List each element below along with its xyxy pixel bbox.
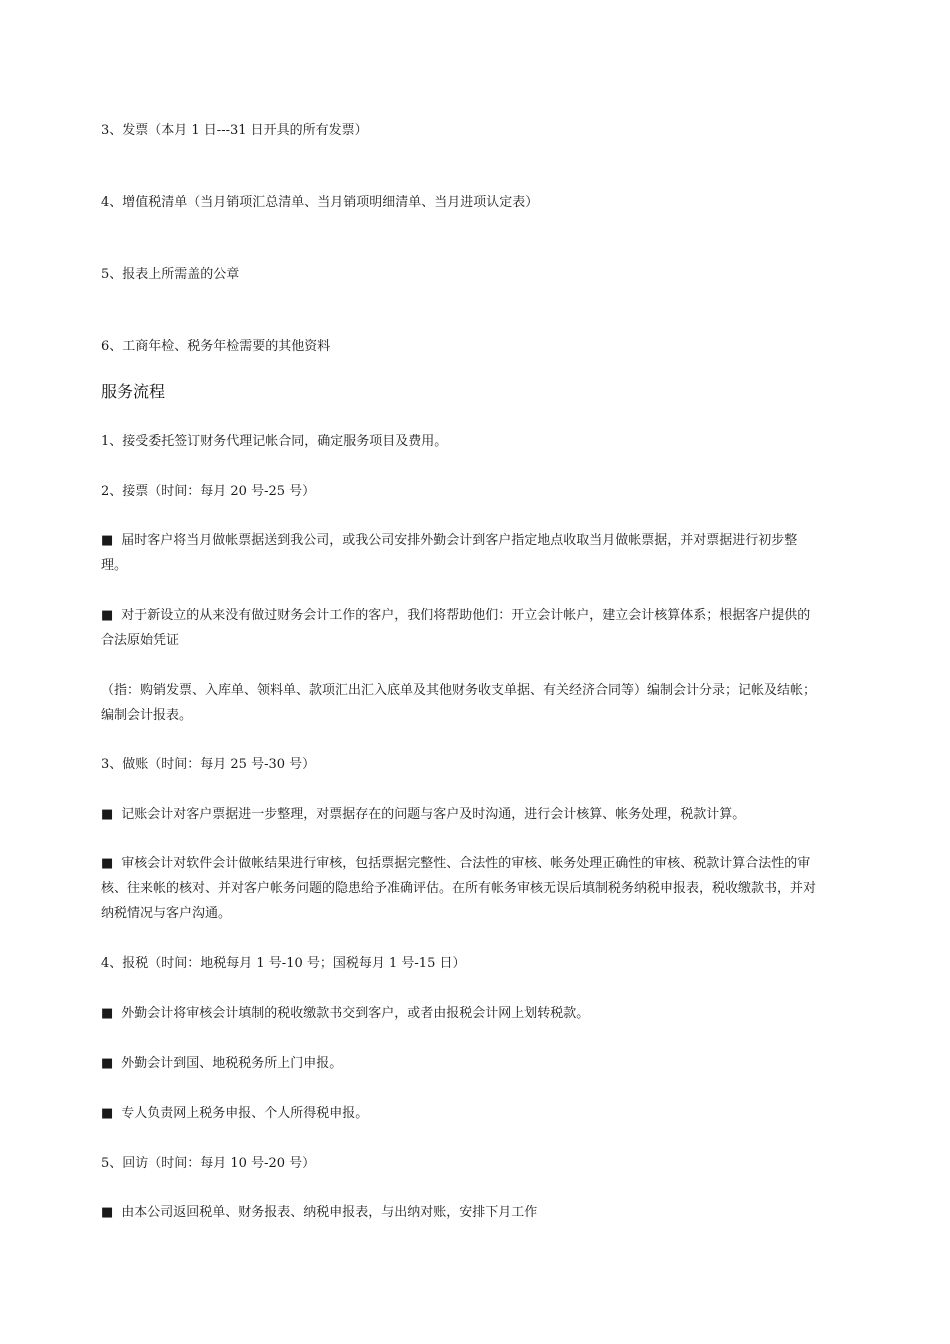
- step-2-bullet-1: [101, 528, 821, 578]
- step-1: 1、接受委托签订财务代理记帐合同，确定服务项目及费用。: [101, 434, 448, 449]
- bullet-text: 届时客户将当月做帐票据送到我公司，或我公司安排外勤会计到客户指定地点收取当月做帐票据，并对票据进行初步整理。: [101, 533, 798, 573]
- step-4-title: 4、报税（时间：地税每月 1 号-10 号；国税每月 1 号-15 日）: [101, 956, 466, 971]
- bullet-text: 由本公司返回税单、财务报表、纳税申报表，与出纳对账，安排下月工作: [121, 1205, 538, 1220]
- section-title: 服务流程: [101, 382, 166, 401]
- material-item-seals: 5、报表上所需盖的公章: [101, 267, 240, 282]
- material-item-annual-inspection: 6、工商年检、税务年检需要的其他资料: [101, 339, 331, 354]
- step-4-bullet-2: [101, 1051, 821, 1076]
- material-item-vat-lists: 4、增值税清单（当月销项汇总清单、当月销项明细清单、当月进项认定表）: [101, 195, 539, 210]
- step-4-bullet-1: [101, 1001, 821, 1026]
- bullet-square-icon: ■: [101, 1006, 114, 1021]
- bullet-square-icon: ■: [101, 1205, 114, 1220]
- step-5-title: 5、回访（时间：每月 10 号-20 号）: [101, 1156, 316, 1171]
- bullet-text: 外勤会计将审核会计填制的税收缴款书交到客户，或者由报税会计网上划转税款。: [121, 1006, 590, 1021]
- step-3-bullet-1: [101, 802, 821, 827]
- bullet-square-icon: ■: [101, 856, 114, 871]
- step-5-bullet-1: [101, 1200, 821, 1225]
- bullet-text: 专人负责网上税务申报、个人所得税申报。: [121, 1106, 369, 1121]
- material-item-invoices: 3、发票（本月 1 日---31 日开具的所有发票）: [101, 123, 368, 138]
- step-2-title: 2、接票（时间：每月 20 号-25 号）: [101, 484, 316, 499]
- step-3-bullet-2: [101, 851, 821, 926]
- step-2-bullet-2: [101, 603, 821, 653]
- bullet-text: 审核会计对软件会计做帐结果进行审核，包括票据完整性、合法性的审核、帐务处理正确性的审核、税款计算合法性的审核、往来帐的核对、并对客户帐务问题的隐患给予准确评估。在所有帐务审核无误后填制税务纳税申报表，税收缴款书，并对纳税情况与客户沟通。: [101, 856, 817, 921]
- step-4-bullet-3: [101, 1101, 821, 1126]
- step-3-title: 3、做账（时间：每月 25 号-30 号）: [101, 757, 316, 772]
- bullet-square-icon: ■: [101, 1106, 114, 1121]
- bullet-square-icon: ■: [101, 1056, 114, 1071]
- bullet-square-icon: ■: [101, 608, 114, 623]
- step-2-note: （指：购销发票、入库单、领料单、款项汇出汇入底单及其他财务收支单据、有关经济合同等）编制会计分录；记帐及结帐；编制会计报表。: [101, 683, 817, 723]
- bullet-text: 记账会计对客户票据进一步整理，对票据存在的问题与客户及时沟通，进行会计核算、帐务处理，税款计算。: [121, 807, 746, 822]
- bullet-text: 对于新设立的从来没有做过财务会计工作的客户，我们将帮助他们：开立会计帐户，建立会计核算体系；根据客户提供的合法原始凭证: [101, 608, 811, 648]
- bullet-square-icon: ■: [101, 533, 114, 548]
- bullet-square-icon: ■: [101, 807, 114, 822]
- bullet-text: 外勤会计到国、地税税务所上门申报。: [121, 1056, 343, 1071]
